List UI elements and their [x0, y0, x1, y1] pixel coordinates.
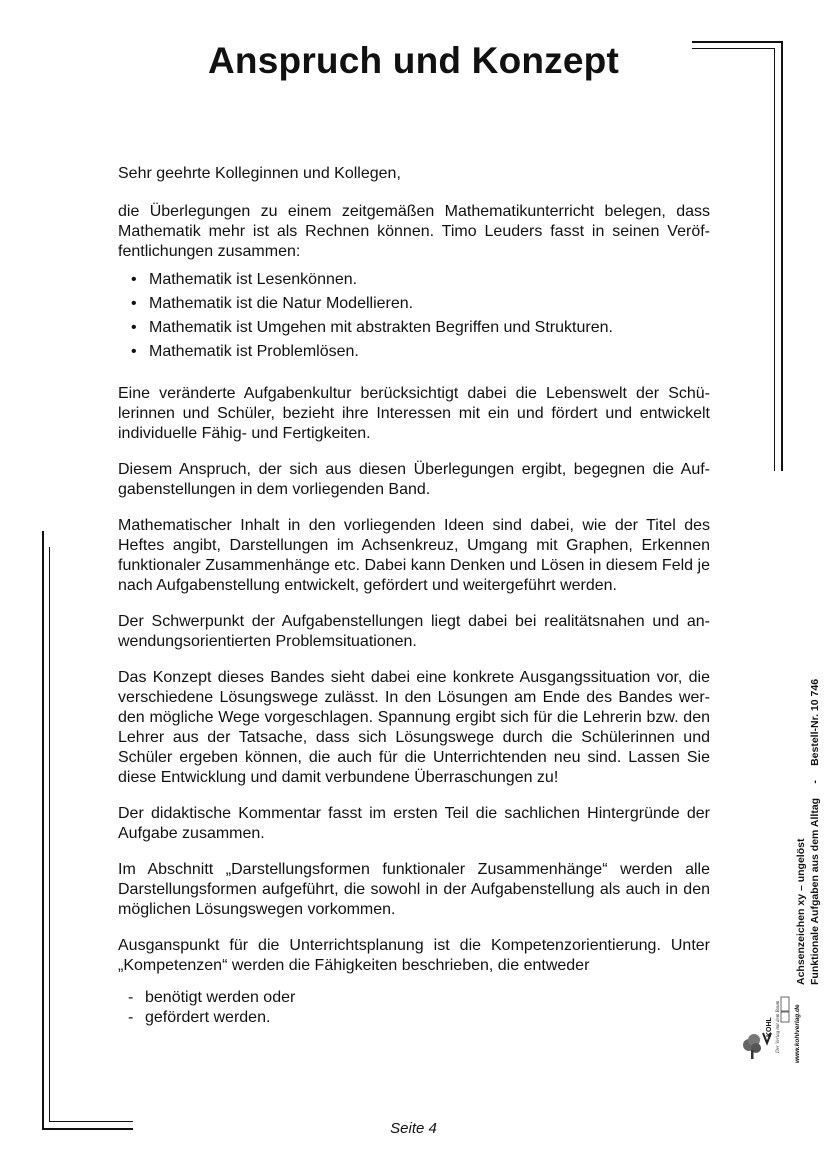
list-item: - benötigt werden oder: [118, 988, 710, 1008]
publisher-tagline: Der Verlag mit dem Baum: [776, 1000, 781, 1053]
sidebar-separator: -: [809, 780, 821, 784]
list-item: • Mathematik ist Umgehen mit abstrakten Begriffen und Strukturen.: [118, 318, 710, 338]
paragraph: Eine veränderte Aufgabenkultur berücksichtigt dabei die Lebenswelt der Schülerinnen und Schüler, bezieht ihre Interessen mit ein und fördert und entwickelt individuelle Fähig- und Fertigkeiten.: [118, 385, 710, 442]
sidebar-subtitle: Funktionale Aufgaben aus dem Alltag: [809, 797, 821, 985]
paragraph: Mathematischer Inhalt in den vorliegenden Ideen sind dabei, wie der Titel des Heftes angibt, Darstellungen im Achsenkreuz, Umgang mit Graphen, Erkennen funktionaler Zusammenhänge etc. Dabei kann Denken und Lösen in diesem Feld je nach Aufgabenstellung entwickelt, gefördert und weitergeführt werden.: [118, 517, 710, 594]
paragraph: Ausganspunkt für die Unterrichtsplanung ist die Kompetenzorientierung. Unter „Kompetenzen“ werden die Fähigkeiten beschrieben, die entweder: [118, 937, 710, 974]
greeting: Sehr geehrte Kolleginnen und Kollegen,: [118, 165, 401, 182]
paragraph: Das Konzept dieses Bandes sieht dabei eine konkrete Ausgangssituation vor, die verschiedene Lösungswege zulässt. In den Lösungen am Ende des Bandes werden mögliche Wege vorgeschlagen. Spannung ergibt sich für die Lehrerin bzw. den Lehrer aus der Tatsache, dass sich Lösungswege durch die Schülerinnen und Schüler ergeben können, die auch für die Unterrichtenden neu sind. Lassen Sie diese Entwicklung und damit verbundene Überraschungen zu!: [118, 669, 710, 786]
list-item: - gefördert werden.: [118, 1008, 710, 1028]
sidebar-series: Achsenzeichen xy – ungelöst: [795, 838, 807, 985]
publisher-url: www.kohlverlag.de: [794, 1004, 801, 1063]
paragraph: Der Schwerpunkt der Aufgabenstellungen liegt dabei bei realitätsnahen und anwendungsorientierten Problemsituationen.: [118, 613, 710, 650]
order-number: Bestell-Nr. 10 746: [809, 678, 821, 766]
list-item: • Mathematik ist die Natur Modellieren.: [118, 294, 710, 314]
list-item: • Mathematik ist Problemlösen.: [118, 342, 710, 362]
intro-paragraph: die Überlegungen zu einem zeitgemäßen Mathematikunterricht belegen, dass Mathematik mehr ist als Rechnen können. Timo Leuders fasst in seinen Veröffentlichungen zusammen:: [118, 203, 710, 260]
publisher-logo: [741, 993, 793, 1061]
sidebar-info: [794, 655, 822, 985]
page-title: Anspruch und Konzept: [208, 40, 619, 81]
dash-list: [118, 988, 710, 1028]
paragraph: Im Abschnitt „Darstellungsformen funktionaler Zusammenhänge“ werden alle Darstellungsformen aufgeführt, die sowohl in der Aufgabenstellung als auch in den möglichen Lösungswegen vorkommen.: [118, 861, 710, 918]
body-text: [118, 164, 710, 1028]
paragraph: Der didaktische Kommentar fasst im ersten Teil die sachlichen Hintergründe der Aufgabe zusammen.: [118, 805, 710, 842]
bullet-list: [118, 270, 710, 362]
paragraph: Diesem Anspruch, der sich aus diesen Überlegungen ergibt, begegnen die Aufgabenstellungen in dem vorliegenden Band.: [118, 461, 710, 498]
page-number: Seite 4: [390, 1120, 437, 1137]
publisher-name: KOHL: [766, 1017, 773, 1037]
sidebar-subtitle-row: [808, 655, 822, 985]
tree-logo-icon: [741, 993, 793, 1061]
list-item: • Mathematik ist Lesenkönnen.: [118, 270, 710, 290]
